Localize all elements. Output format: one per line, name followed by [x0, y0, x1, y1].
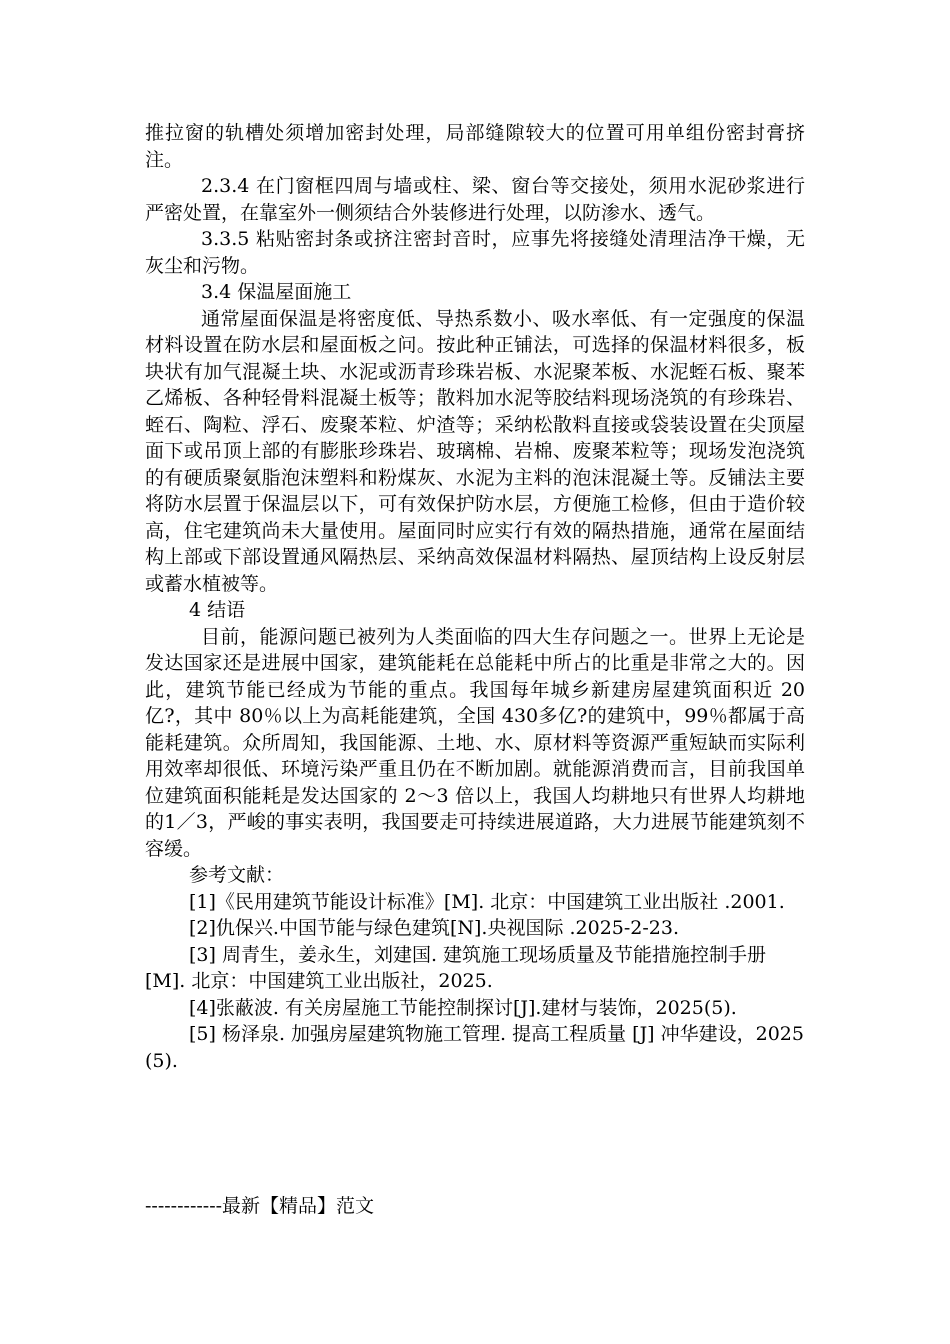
- page-footer: ------------最新【精品】范文: [145, 1195, 375, 1217]
- reference-item: [5] 杨泽泉. 加强房屋建筑物施工管理. 提高工程质量 [J] 冲华建设，2025(5).: [145, 1023, 804, 1072]
- reference-item: [4]张蔽波. 有关房屋施工节能控制探讨[J].建材与装饰，2025(5).: [189, 996, 737, 1019]
- reference-item: [3] 周青生，姜永生，刘建国. 建筑施工现场质量及节能措施控制手册 [M]. 北京：中国建筑工业出版社，2025.: [145, 943, 767, 992]
- paragraph-conclusion: 目前，能源问题已被列为人类面临的四大生存问题之一。世界上无论是发达国家还是进展中国家，建筑能耗在总能耗中所占的比重是非常之大的。因此，建筑节能已经成为节能的重点。我国每年城乡新建房屋建筑面积近 20 亿?，其中 80％以上为高耗能建筑，全国 430多亿?的建筑中，99％都属于高能耗建筑。众所周知，我国能源、土地、水、原材料等资源严重短缺而实际利用效率却很低、环境污染严重且仍在不断加剧。就能源消费而言，目前我国单位建筑面积能耗是发达国家的 2～3 倍以上，我国人均耕地只有世界人均耕地的1／3，严峻的事实表明，我国要走可持续进展道路，大力进展节能建筑刻不容缓。: [145, 625, 805, 860]
- reference-item: [1]《民用建筑节能设计标准》[M]. 北京：中国建筑工业出版社 .2001.: [189, 890, 785, 913]
- paragraph-3-3-5: 3.3.5 粘贴密封条或挤注密封音时，应事先将接缝处清理洁净干燥，无灰尘和污物。: [145, 228, 805, 277]
- reference-item: [2]仇保兴.中国节能与绿色建筑[N].央视国际 .2025-2-23.: [189, 917, 680, 939]
- paragraph-roof-insulation: 通常屋面保温是将密度低、导热系数小、吸水率低、有一定强度的保温材料设置在防水层和屋面板之问。按此种正铺法，可选择的保温材料很多，板块状有加气混凝土块、水泥或沥青珍珠岩板、水泥聚苯板、水泥蛭石板、聚苯乙烯板、各种轻骨料混凝土板等；散料加水泥等胶结料现场浇筑的有珍珠岩、蛭石、陶粒、浮石、废聚苯粒、炉渣等；采纳松散料直接或袋装设置在尖顶屋面下或吊顶上部的有膨胀珍珠岩、玻璃棉、岩棉、废聚苯粒等；现场发泡浇筑的有硬质聚氨脂泡沫塑料和粉煤灰、水泥为主料的泡沫混凝土等。反铺法主要将防水层置于保温层以下，可有效保护防水层，方便施工检修，但由于造价较高，住宅建筑尚未大量使用。屋面同时应实行有效的隔热措施，通常在屋面结构上部或下部设置通风隔热层、采纳高效保温材料隔热、屋顶结构上设反射层或蓄水植被等。: [145, 307, 805, 595]
- section-heading-3-4: 3.4 保温屋面施工: [201, 281, 352, 303]
- references-title: 参考文献：: [189, 864, 285, 886]
- section-heading-conclusion: 4 结语: [189, 599, 246, 621]
- paragraph-2-3-4: 2.3.4 在门窗框四周与墙或柱、梁、窗台等交接处，须用水泥砂浆进行严密处置，在靠室外一侧须结合外装修进行处理，以防渗水、透气。: [145, 175, 805, 224]
- paragraph-window-sealing: 推拉窗的轨槽处须增加密封处理，局部缝隙较大的位置可用单组份密封膏挤注。: [145, 122, 805, 171]
- document-body: [145, 120, 805, 1074]
